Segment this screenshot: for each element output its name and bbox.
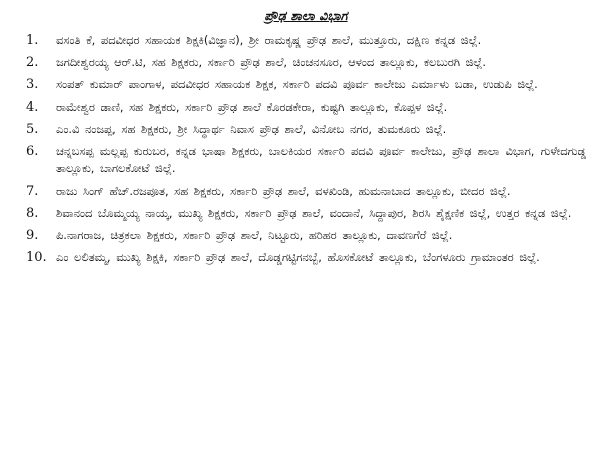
list-item bbox=[26, 183, 586, 200]
awardee-list bbox=[26, 32, 586, 267]
item-text: ಪಿ.ನಾಗರಾಜ, ಚಿತ್ರಕಲಾ ಶಿಕ್ಷಕರು, ಸರ್ಕಾರಿ ಪ್ರೌಢ ಶಾಲೆ, ನಿಟ್ಟೂರು, ಹರಿಹರ ತಾಲ್ಲೂಕು, ದಾವಣಗೆರೆ ಜಿಲ್ಲೆ. bbox=[56, 228, 453, 243]
item-number: 8. bbox=[26, 205, 39, 221]
item-number: 3. bbox=[26, 77, 39, 93]
item-number: 7. bbox=[26, 183, 39, 199]
item-number: 4. bbox=[26, 99, 39, 115]
list-item bbox=[26, 227, 586, 244]
list-item bbox=[26, 54, 586, 71]
list-item bbox=[26, 205, 586, 222]
item-text: ಶಿವಾನಂದ ಬೊಮ್ಮಯ್ಯ ನಾಯ್ಕ, ಮುಖ್ಯ ಶಿಕ್ಷಕರು, ಸರ್ಕಾರಿ ಪ್ರೌಢ ಶಾಲೆ, ವಂದಾನೆ, ಸಿದ್ದಾಪುರ, ಶಿರಸಿ ಶೈಕ್ಷಣಿಕ ಜಿಲ್ಲೆ, ಉತ್ತರ ಕನ್ನಡ ಜಿಲ್ಲೆ. bbox=[56, 205, 572, 220]
item-text: ಚನ್ನಬಸಪ್ಪ ಮಲ್ಲಪ್ಪ ಕುರುಬರ, ಕನ್ನಡ ಭಾಷಾ ಶಿಕ್ಷಕರು, ಬಾಲಕಿಯರ ಸರ್ಕಾರಿ ಪದವಿ ಪೂರ್ವ ಕಾಲೇಜು, ಪ್ರೌಢ ಶಾಲಾ ವಿಭಾಗ, ಗುಳೇದಗುಡ್ಡ ತಾಲ್ಲೂಕು, ಬಾಗಲಕೋಟೆ ಜಿಲ್ಲೆ. bbox=[56, 144, 586, 176]
list-item bbox=[26, 121, 586, 138]
list-item bbox=[26, 32, 586, 49]
item-text: ಎಂ.ವಿ ನಂಜಪ್ಪ, ಸಹ ಶಿಕ್ಷಕರು, ಶ್ರೀ ಸಿದ್ಧಾರ್ಥ ನಿವಾಸ ಪ್ರೌಢ ಶಾಲೆ, ವಿನೋಬ ನಗರ, ತುಮಕೂರು ಜಿಲ್ಲೆ. bbox=[56, 121, 447, 136]
item-text: ರಾಜು ಸಿಂಗ್ ಹೆಚ್.ರಜಪೂತ, ಸಹ ಶಿಕ್ಷಕರು, ಸರ್ಕಾರಿ ಪ್ರೌಢ ಶಾಲೆ, ವಳಖಿಂಡಿ, ಹುಮನಾಬಾದ ತಾಲ್ಲೂಕು, ಬೀದರ ಜಿಲ್ಲೆ. bbox=[56, 183, 511, 198]
list-item bbox=[26, 249, 586, 266]
item-text: ಸಂಪತ್ ಕುಮಾರ್ ಪಾಂಗಾಳ, ಪದವೀಧರ ಸಹಾಯಕ ಶಿಕ್ಷಕ, ಸರ್ಕಾರಿ ಪದವಿ ಪೂರ್ವ ಕಾಲೇಜು ಎರ್ಮಾಳು ಬಡಾ, ಉಡುಪಿ ಜಿಲ್ಲೆ. bbox=[56, 77, 538, 92]
item-number: 5. bbox=[26, 121, 39, 137]
item-text: ವಸಂತಿ ಕೆ, ಪದವೀಧರ ಸಹಾಯಕ ಶಿಕ್ಷಕಿ(ವಿಜ್ಞಾನ), ಶ್ರೀ ರಾಮಕೃಷ್ಣ ಪ್ರೌಢ ಶಾಲೆ, ಮುತ್ತೂರು, ದಕ್ಷಿಣ ಕನ್ನಡ ಜಿಲ್ಲೆ. bbox=[56, 33, 482, 47]
item-text: ಎಂ ಲಲಿತಮ್ಮ, ಮುಖ್ಯ ಶಿಕ್ಷಕಿ, ಸರ್ಕಾರಿ ಪ್ರೌಢ ಶಾಲೆ, ದೊಡ್ಡಗಟ್ಟಿಗನಬ್ಬೆ, ಹೊಸಕೋಟೆ ತಾಲ್ಲೂಕು, ಬೆಂಗಳೂರು ಗ್ರಾಮಾಂತರ ಜಿಲ್ಲೆ. bbox=[56, 250, 540, 265]
item-text: ಜಗದೀಶ್ವರಯ್ಯ ಆರ್.ಟಿ, ಸಹ ಶಿಕ್ಷಕರು, ಸರ್ಕಾರಿ ಪ್ರೌಢ ಶಾಲೆ, ಚಿಂಚನಸೂರ, ಆಳಂದ ತಾಲ್ಲೂಕು, ಕಲಬುರಗಿ ಜಿಲ್ಲೆ. bbox=[56, 55, 487, 70]
section-heading: ಪ್ರೌಢ ಶಾಲಾ ವಿಭಾಗ bbox=[264, 8, 348, 23]
item-number: 10. bbox=[26, 250, 47, 266]
item-number: 1. bbox=[26, 33, 39, 48]
list-item bbox=[26, 76, 586, 93]
item-number: 6. bbox=[26, 144, 39, 160]
list-item bbox=[26, 99, 586, 116]
list-item bbox=[26, 143, 586, 178]
item-number: 9. bbox=[26, 228, 39, 244]
item-text: ರಾಮೇಶ್ವರ ಡಾಣಿ, ಸಹ ಶಿಕ್ಷಕರು, ಸರ್ಕಾರಿ ಪ್ರೌಢ ಶಾಲೆ ಕೊರಡಕೇರಾ, ಕುಷ್ಟಗಿ ತಾಲ್ಲೂಕು, ಕೊಪ್ಪಳ ಜಿಲ್ಲೆ. bbox=[56, 99, 448, 114]
item-number: 2. bbox=[26, 55, 39, 71]
